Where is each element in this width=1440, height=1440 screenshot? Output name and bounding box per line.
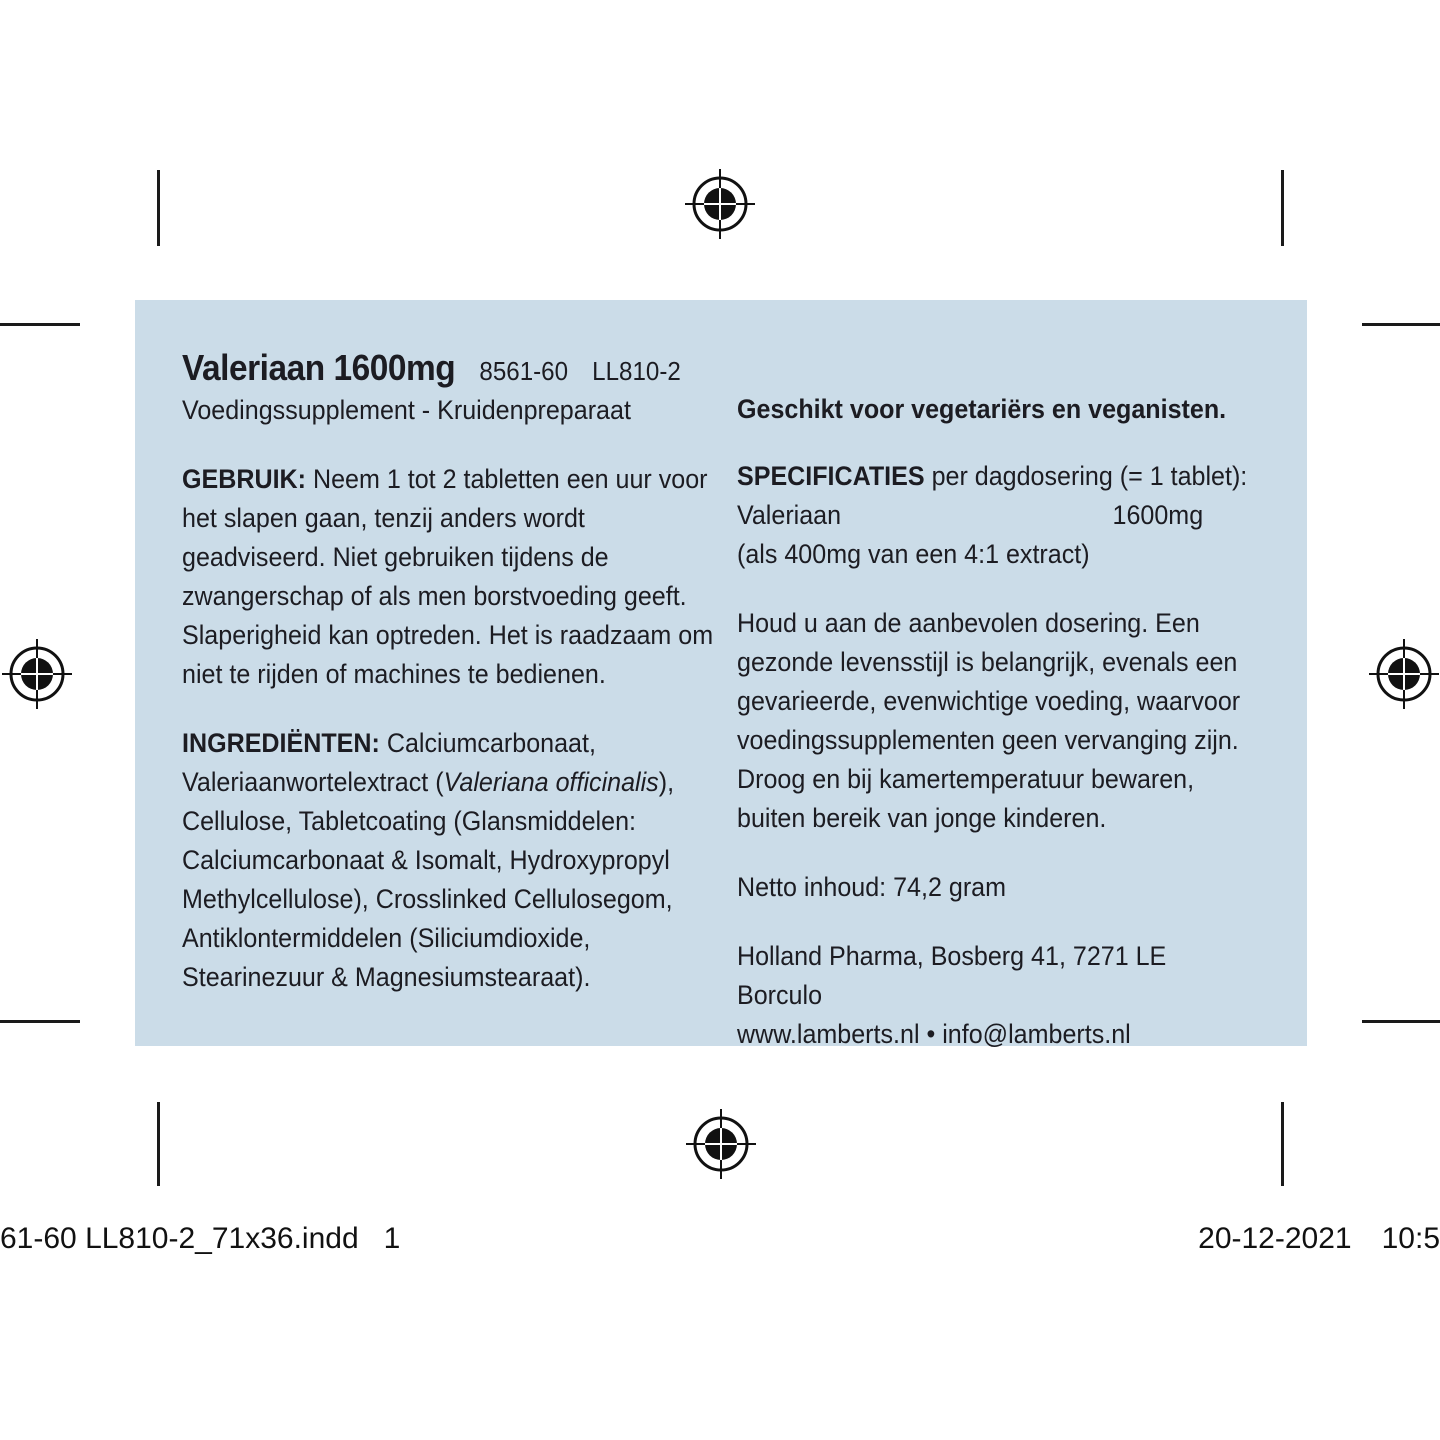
crop-mark-left-bottom [0,1020,80,1023]
crop-mark-right-bottom [1362,1020,1440,1023]
advice-text: Houd u aan de aanbevolen dosering. Een gezonde levensstijl is belangrijk, evenals een gevarieerde, evenwichtige voeding, waarvoor voedingssupplementen geen vervanging zijn. Droog en bij kamertemperatuur bewaren, buiten bereik van jonge kinderen. [737,608,1241,833]
registration-mark-top-icon [685,169,755,239]
crop-mark-top-left [157,170,160,246]
product-name: Valeriaan 1600mg [182,347,456,388]
specs-item-name: Valeriaan [737,500,842,530]
footer-file-info: 61-60 LL810-2_71x36.indd 1 [0,1222,401,1255]
footer-time: 10:5 [1381,1222,1440,1255]
crop-mark-right-top [1362,323,1440,326]
vegan-statement: Geschikt voor vegetariërs en veganisten. [737,394,1227,424]
specs-per-dose: per dagdosering (= 1 tablet): [931,461,1248,491]
usage-text: Neem 1 tot 2 tabletten een uur voor het slapen gaan, tenzij anders wordt geadviseerd. Niet gebruiken tijdens de zwangerschap of als men borstvoeding geeft. Slaperigheid kan optreden. Het is raadzaam om niet te rijden of machines te bedienen. [182,464,714,689]
crop-mark-top-right [1281,170,1284,246]
crop-mark-bottom-left [157,1102,160,1186]
specs-row [737,496,1203,535]
product-label [135,300,1307,1049]
product-lot-code: LL810-2 [592,356,681,386]
company-address: Holland Pharma, Bosberg 41, 7271 LE Borculo [737,941,1167,1010]
usage-section [182,460,730,694]
product-subtitle: Voedingssupplement - Kruidenpreparaat [182,395,631,425]
specs-label: SPECIFICATIES [737,461,925,491]
product-code: 8561-60 [479,356,569,386]
footer-timestamp [1198,1222,1440,1256]
crop-mark-bottom-right [1281,1102,1284,1186]
company-contact: www.lamberts.nl • info@lamberts.nl [737,1019,1131,1049]
label-left-column [182,348,730,997]
specs-note: (als 400mg van een 4:1 extract) [737,539,1090,569]
specs-item-amount: 1600mg [1112,500,1204,530]
label-right-column [737,390,1257,1054]
ingredients-text-after: ), Cellulose, Tabletcoating (Glansmiddelen: Calciumcarbonaat & Isomalt, Hydroxypropyl Methylcellulose), Crosslinked Cellulosegom, Antiklontermiddelen (Siliciumdioxide, Stearinezuur & Magnesiumstearaat). [182,767,675,992]
registration-mark-bottom-icon [686,1109,756,1179]
net-content: Netto inhoud: 74,2 gram [737,872,1006,902]
ingredients-label: INGREDIËNTEN: [182,728,380,758]
crop-mark-left-top [0,323,80,326]
ingredients-text-before: Calciumcarbonaat, Valeriaanwortelextract ( [182,728,596,797]
specs-heading [737,457,1257,496]
registration-mark-left-icon [2,639,72,709]
usage-label: GEBRUIK: [182,464,306,494]
footer-date: 20-12-2021 [1198,1222,1352,1255]
ingredients-latin-name: Valeriana officinalis [443,767,659,797]
registration-mark-right-icon [1369,639,1439,709]
ingredients-section [182,724,730,997]
product-heading [182,348,730,391]
